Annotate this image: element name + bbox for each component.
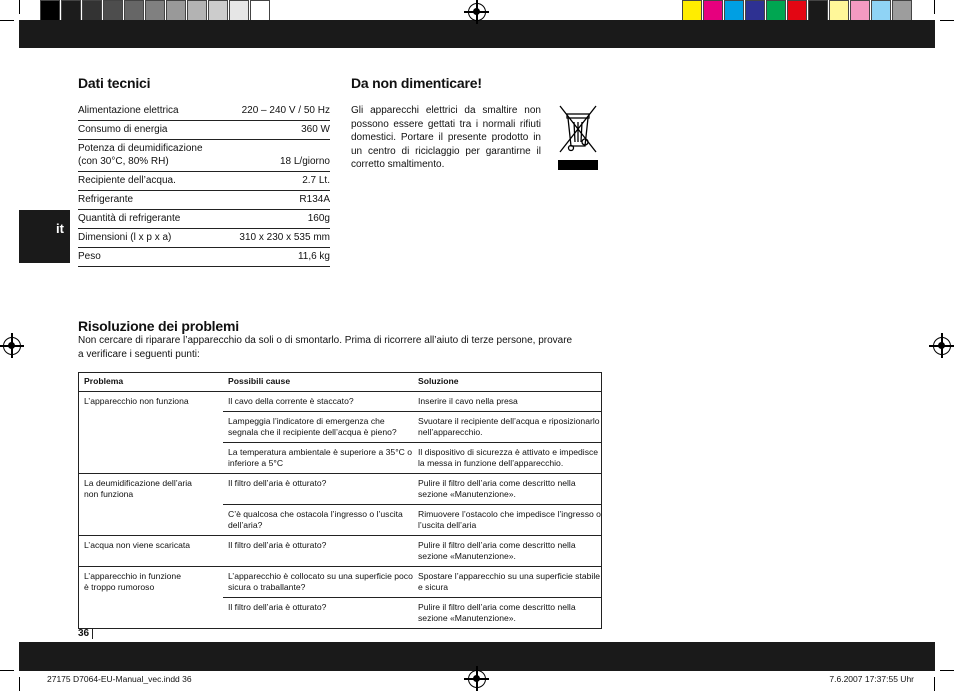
color-swatch (871, 0, 891, 21)
spec-label: Recipiente dell’acqua. (78, 175, 176, 186)
specs-title: Dati tecnici (78, 75, 151, 91)
spec-label: Dimensioni (l x p x a) (78, 232, 172, 243)
top-header-bar (19, 20, 935, 48)
problem-cell: L’apparecchio non funziona (84, 396, 189, 406)
color-swatch (787, 0, 807, 21)
spec-row (78, 248, 330, 267)
spec-label: Potenza di deumidificazione (con 30°C, 80% RH) (78, 143, 203, 167)
solution-cell: Spostare l’apparecchio su una superficie stabile e sicura (418, 570, 601, 592)
cause-solution-row (223, 567, 601, 597)
cause-cell: Il filtro dell’aria è otturato? (228, 477, 327, 488)
spec-label: Peso (78, 251, 101, 262)
crossed-out-wheelie-bin-icon (556, 104, 600, 172)
color-swatch (187, 0, 207, 21)
cause-solution-row (223, 392, 601, 411)
table-header-row (79, 373, 601, 392)
specs-table (78, 102, 330, 267)
cause-cell: Il cavo della corrente è staccato? (228, 396, 354, 406)
spec-row (78, 210, 330, 229)
color-swatch (808, 0, 828, 21)
color-swatch (145, 0, 165, 21)
spec-value: 160g (307, 213, 330, 224)
color-swatch (82, 0, 102, 21)
solution-cell: Rimuovere l’ostacolo che impedisce l’ingresso o l’uscita dell’aria (418, 508, 601, 530)
spec-label: Alimentazione elettrica (78, 105, 179, 116)
cause-cell: La temperatura ambientale è superiore a 35°C o inferiore a 5°C (228, 446, 413, 468)
problem-cell: La deumidificazione dell’aria non funziona (84, 477, 192, 499)
color-swatch (892, 0, 912, 21)
header-solution: Soluzione (418, 376, 459, 387)
spec-value: 18 L/giorno (279, 156, 330, 167)
color-swatch (250, 0, 270, 21)
color-swatch (124, 0, 144, 21)
troubleshooting-intro: Non cercare di riparare l’apparecchio da soli o di smontarlo. Prima di ricorrere all’aiuto di terze persone, provare a verificare i seguenti punti: (78, 335, 573, 360)
color-swatch (61, 0, 81, 21)
spec-value: R134A (299, 194, 330, 205)
cause-solution-row (223, 504, 601, 535)
problem-cell: L’apparecchio in funzione è troppo rumoroso (84, 570, 181, 592)
crop-mark (940, 20, 954, 21)
cause-solution-row (223, 536, 601, 566)
crop-mark (940, 670, 954, 671)
spec-row (78, 172, 330, 191)
reminder-title: Da non dimenticare! (351, 75, 482, 91)
cause-cell: C’è qualcosa che ostacola l’ingresso o l’uscita dell’aria? (228, 508, 403, 530)
spec-label: Refrigerante (78, 194, 134, 205)
color-swatch (703, 0, 723, 21)
color-swatch (724, 0, 744, 21)
color-swatch (682, 0, 702, 21)
spec-value: 310 x 230 x 535 mm (239, 232, 330, 243)
spec-row (78, 121, 330, 140)
problem-cell: L’acqua non viene scaricata (84, 539, 191, 550)
table-row (79, 392, 601, 474)
page-number: 36 (78, 628, 93, 639)
spec-label: Quantità di refrigerante (78, 213, 181, 224)
crop-mark (19, 0, 20, 14)
footer-timestamp: 7.6.2007 17:37:55 Uhr (829, 674, 914, 684)
table-row (79, 567, 601, 628)
reminder-text: Gli apparecchi elettrici da smaltire non possono essere gettati tra i normali rifiuti domestici. Portare il presente prodotto in un centro di riciclaggio per garantirne il corretto smaltimento. (351, 105, 541, 170)
spec-value: 11,6 kg (297, 251, 330, 262)
crop-mark (19, 677, 20, 691)
troubleshooting-table (78, 372, 602, 629)
registration-mark-icon (468, 670, 486, 688)
cause-cell: Lampeggia l’indicatore di emergenza che segnala che il recipiente dell’acqua è pieno? (228, 415, 397, 437)
table-row (79, 474, 601, 536)
language-tab (19, 210, 70, 263)
cause-cell: Il filtro dell’aria è otturato? (228, 601, 327, 612)
solution-cell: Pulire il filtro dell’aria come descritto nella sezione «Manutenzione». (418, 601, 576, 623)
header-problem: Problema (84, 376, 124, 387)
troubleshooting-title: Risoluzione dei problemi (78, 318, 239, 334)
color-swatch (103, 0, 123, 21)
header-cause: Possibili cause (228, 376, 291, 387)
spec-row (78, 229, 330, 248)
color-swatch (829, 0, 849, 21)
cause-solution-row (223, 597, 601, 628)
cause-solution-row (223, 411, 601, 442)
registration-mark-icon (468, 3, 486, 21)
color-swatch (745, 0, 765, 21)
spec-row (78, 102, 330, 121)
spec-row (78, 140, 330, 172)
spec-value: 360 W (301, 124, 330, 135)
cause-solution-row (223, 474, 601, 504)
solution-cell: Pulire il filtro dell’aria come descritto nella sezione «Manutenzione». (418, 477, 576, 499)
solution-cell: Inserire il cavo nella presa (418, 396, 518, 406)
spec-label: Consumo di energia (78, 124, 168, 135)
solution-cell: Pulire il filtro dell’aria come descritto nella sezione «Manutenzione». (418, 539, 576, 561)
table-row (79, 536, 601, 567)
crop-mark (0, 670, 14, 671)
color-swatch (766, 0, 786, 21)
crop-mark (934, 677, 935, 691)
color-swatch (40, 0, 60, 21)
solution-cell: Il dispositivo di sicurezza è attivato e impedisce la messa in funzione dell’apparecchio. (418, 446, 599, 468)
spec-value: 2.7 Lt. (302, 175, 330, 186)
language-code: it (56, 221, 64, 236)
spec-row (78, 191, 330, 210)
color-swatch (229, 0, 249, 21)
crop-mark (934, 0, 935, 14)
cause-solution-row (223, 442, 601, 473)
registration-mark-icon (3, 337, 21, 355)
color-swatch (850, 0, 870, 21)
cause-cell: L’apparecchio è collocato su una superficie poco sicura o traballante? (228, 570, 413, 592)
solution-cell: Svuotare il recipiente dell’acqua e riposizionarlo nell’apparecchio. (418, 415, 600, 437)
color-swatch (166, 0, 186, 21)
footer-file-info: 27175 D7064-EU-Manual_vec.indd 36 (47, 674, 192, 684)
crop-mark (0, 20, 14, 21)
spec-value: 220 – 240 V / 50 Hz (241, 105, 330, 116)
cause-cell: Il filtro dell’aria è otturato? (228, 539, 327, 550)
color-swatch (208, 0, 228, 21)
registration-mark-icon (933, 337, 951, 355)
